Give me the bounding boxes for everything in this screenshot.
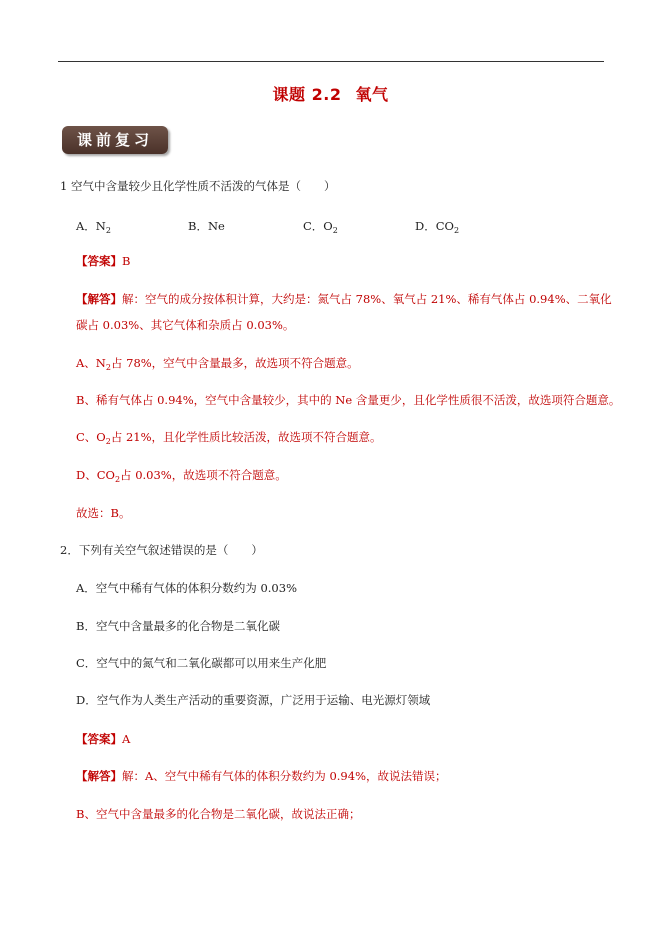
title-topic: 氧气 <box>355 85 389 104</box>
answer-tag: 【答案】 <box>76 732 122 746</box>
q1-option-d: D．$CO_2$ <box>415 219 460 235</box>
q1-conclusion: 故选：B。 <box>76 506 131 520</box>
q1-analysis-line1: 【解答】解：空气的成分按体积计算，大约是：氮气占 78%、氧气占 21%、稀有气体占 0.94%、二氧化 <box>76 292 612 306</box>
answer-tag: 【答案】 <box>76 254 122 268</box>
q1-stem: 1 空气中含量较少且化学性质不活泼的气体是（ ） <box>60 179 336 193</box>
header-rule <box>58 61 604 62</box>
section-badge: 课前复习 <box>62 126 168 154</box>
analysis-tag: 【解答】 <box>76 292 122 306</box>
q2-option-a: A．空气中稀有气体的体积分数约为 0.03% <box>76 581 297 595</box>
answer-value: A <box>122 732 131 746</box>
q1-analysis-line2: 碳占 0.03%、其它气体和杂质占 0.03%。 <box>76 318 295 332</box>
q1-analysis-d: D、$CO_2$占 0.03%，故选项不符合题意。 <box>76 468 287 484</box>
q2-analysis-line2: B、空气中含量最多的化合物是二氧化碳，故说法正确； <box>76 807 361 821</box>
q2-stem: 2．下列有关空气叙述错误的是（ ） <box>60 543 263 557</box>
q1-analysis-a: A、$N_2$占 78%，空气中含量最多，故选项不符合题意。 <box>76 356 359 372</box>
q1-analysis-b: B、稀有气体占 0.94%，空气中含量较少，其中的 Ne 含量更少，且化学性质很不活泼，故选项符合题意。 <box>76 393 621 407</box>
q2-option-b: B．空气中含量最多的化合物是二氧化碳 <box>76 619 280 633</box>
q1-option-b: B．Ne <box>188 219 225 233</box>
q2-option-d: D．空气作为人类生产活动的重要资源，广泛用于运输、电光源灯领域 <box>76 693 431 707</box>
answer-value: B <box>122 254 131 268</box>
q1-analysis-c: C、$O_2$占 21%，且化学性质比较活泼，故选项不符合题意。 <box>76 430 382 446</box>
page-title <box>0 82 661 105</box>
q2-option-c: C．空气中的氮气和二氧化碳都可以用来生产化肥 <box>76 656 327 670</box>
title-lesson: 课题 2.2 <box>272 85 342 104</box>
q2-analysis-line1: 【解答】解：A、空气中稀有气体的体积分数约为 0.94%，故说法错误； <box>76 769 447 783</box>
q1-answer <box>76 253 130 269</box>
q1-option-c: C．$O_2$ <box>303 219 338 235</box>
q2-answer <box>76 731 130 747</box>
q1-option-a: A．$N_2$ <box>76 219 111 235</box>
analysis-tag: 【解答】 <box>76 769 122 783</box>
